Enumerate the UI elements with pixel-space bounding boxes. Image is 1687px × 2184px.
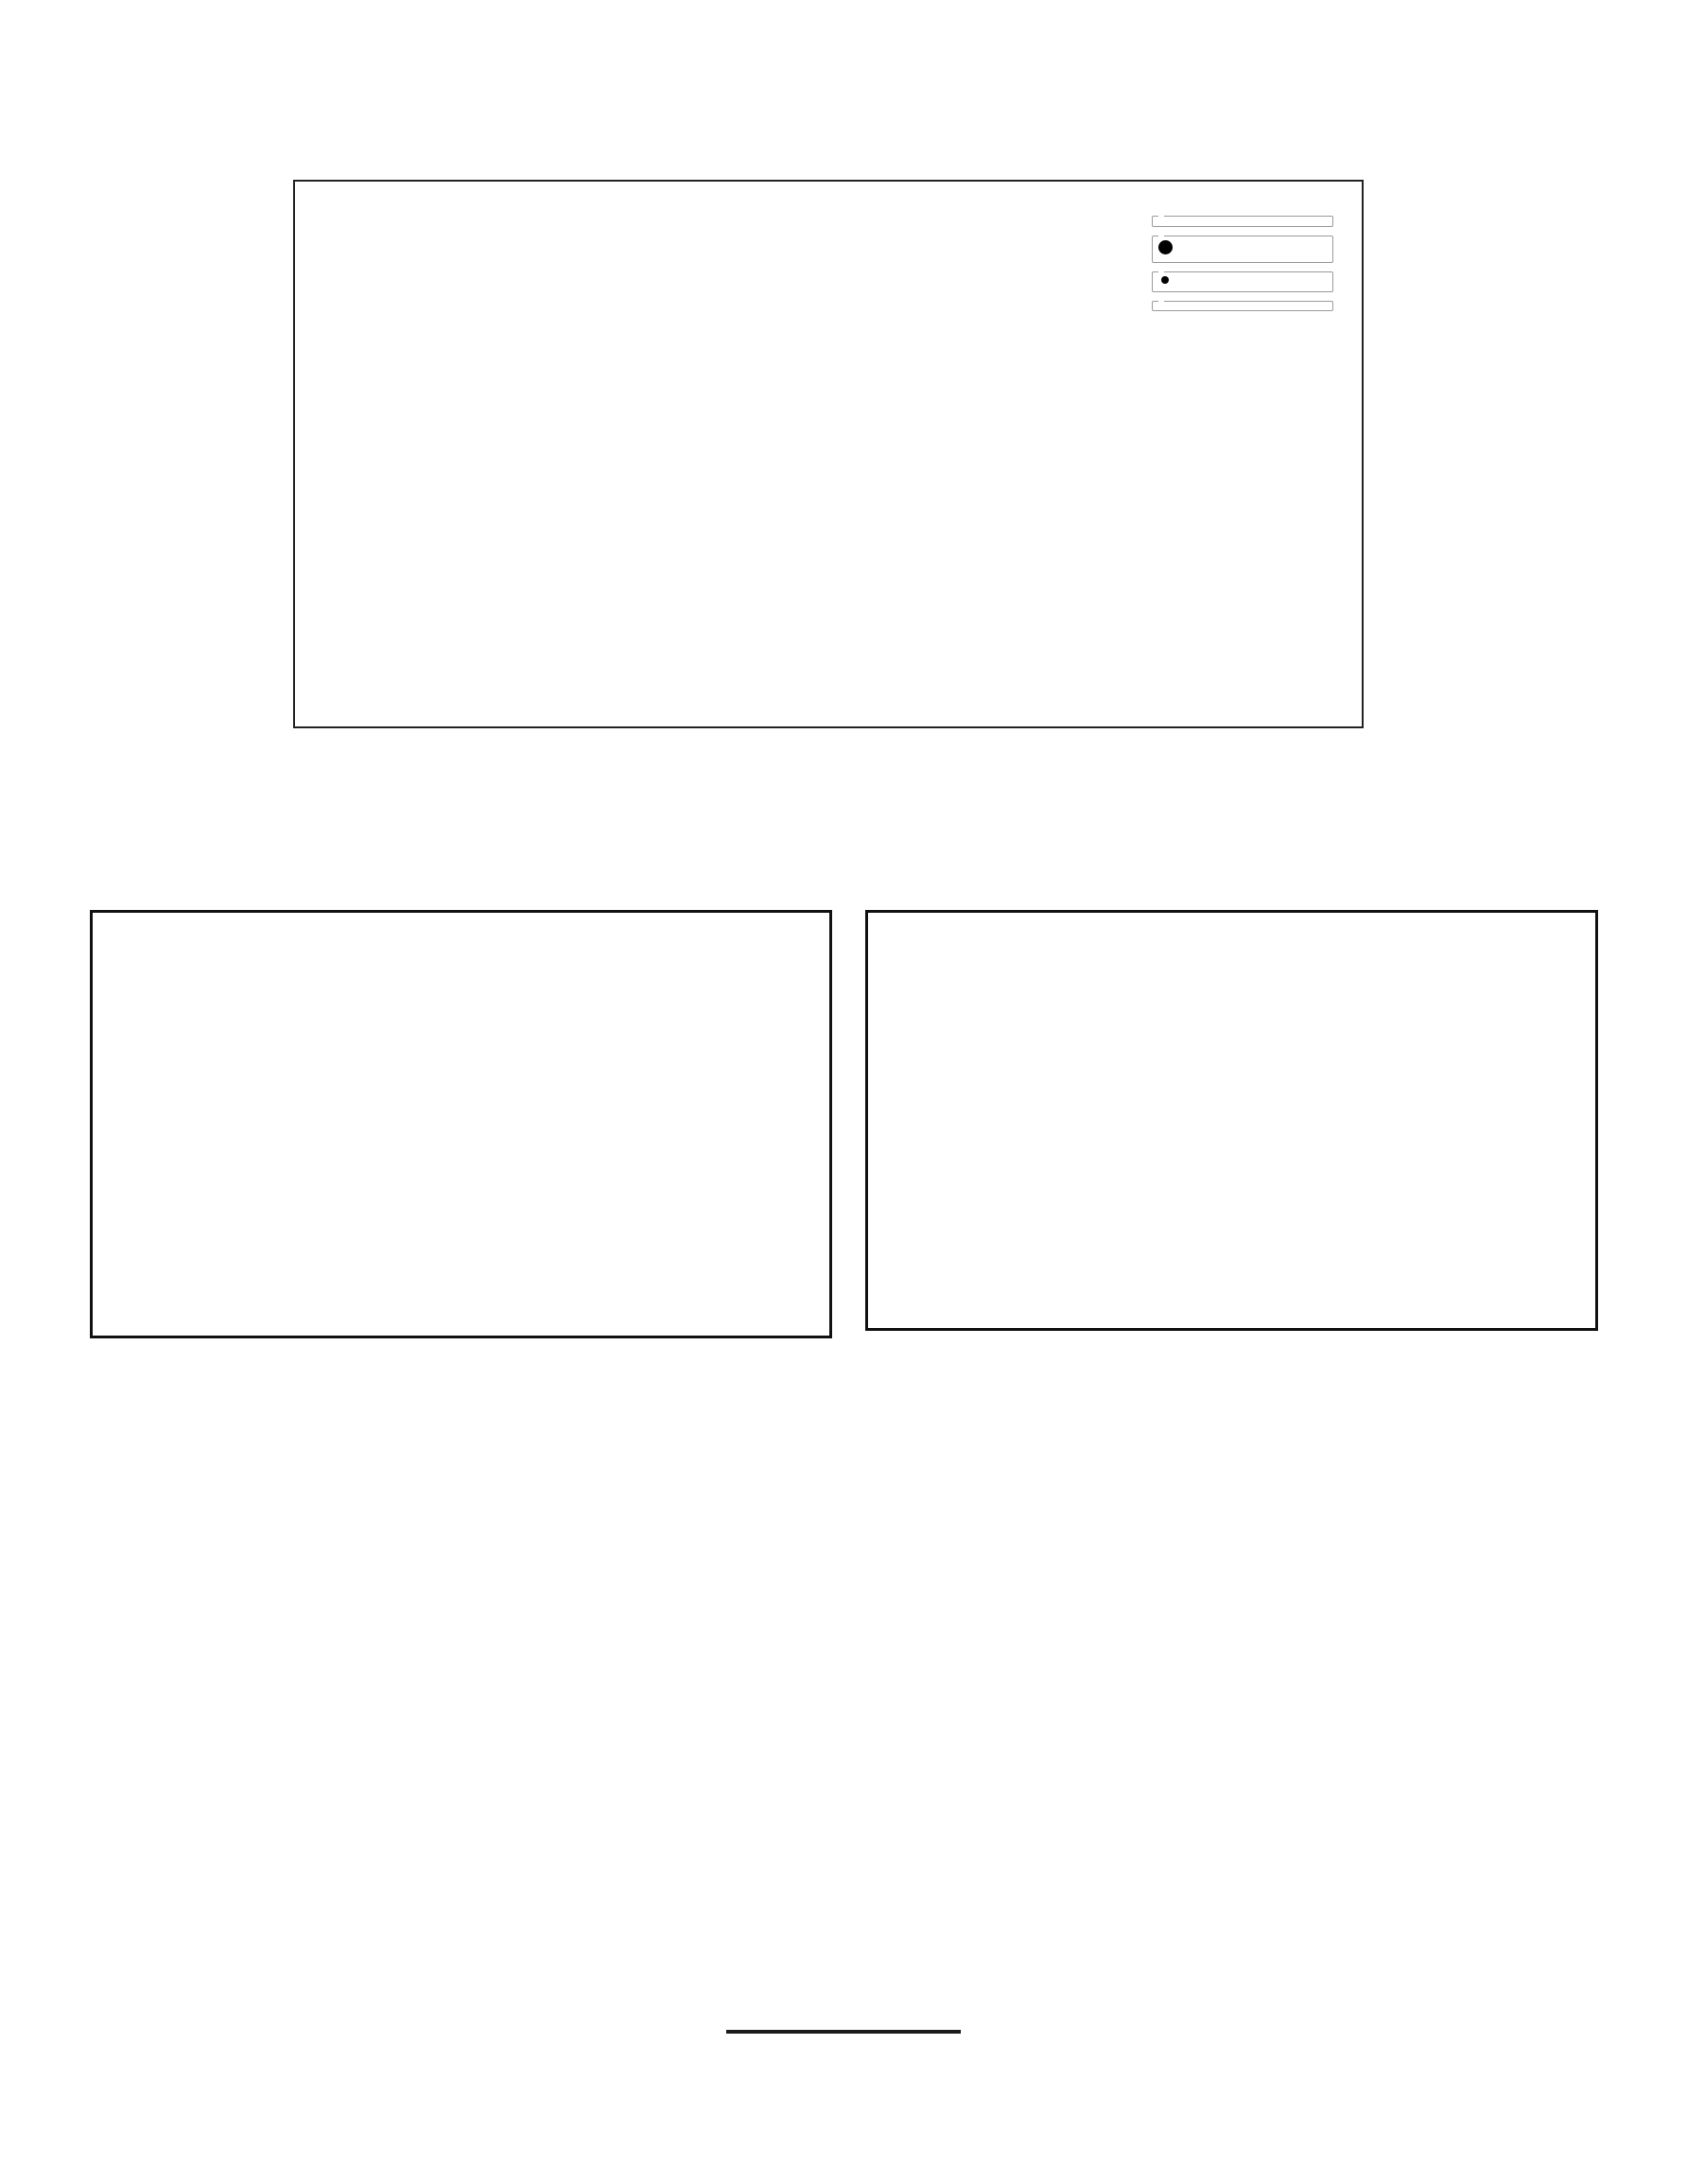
bi-te-scatter-chart [868,913,1595,1328]
ni-co-scatter-chart [93,913,829,1336]
sample-label [1158,303,1327,306]
default-size-icon [1161,276,1169,284]
legend-label-group [1152,301,1333,311]
footer-rule [726,2030,961,2034]
legend-shape-item [1158,240,1327,254]
figure-9 [865,910,1598,1331]
figure-8 [90,910,832,1338]
legend-size-group [1152,271,1333,292]
ree-line-chart [295,182,1146,723]
default-shape-icon [1158,240,1173,254]
legend-size-item [1158,276,1327,284]
legend-shape-group [1152,236,1333,263]
figure-7-legend [1152,216,1333,320]
legend-colour-group [1152,216,1333,227]
figure-7 [293,180,1364,728]
